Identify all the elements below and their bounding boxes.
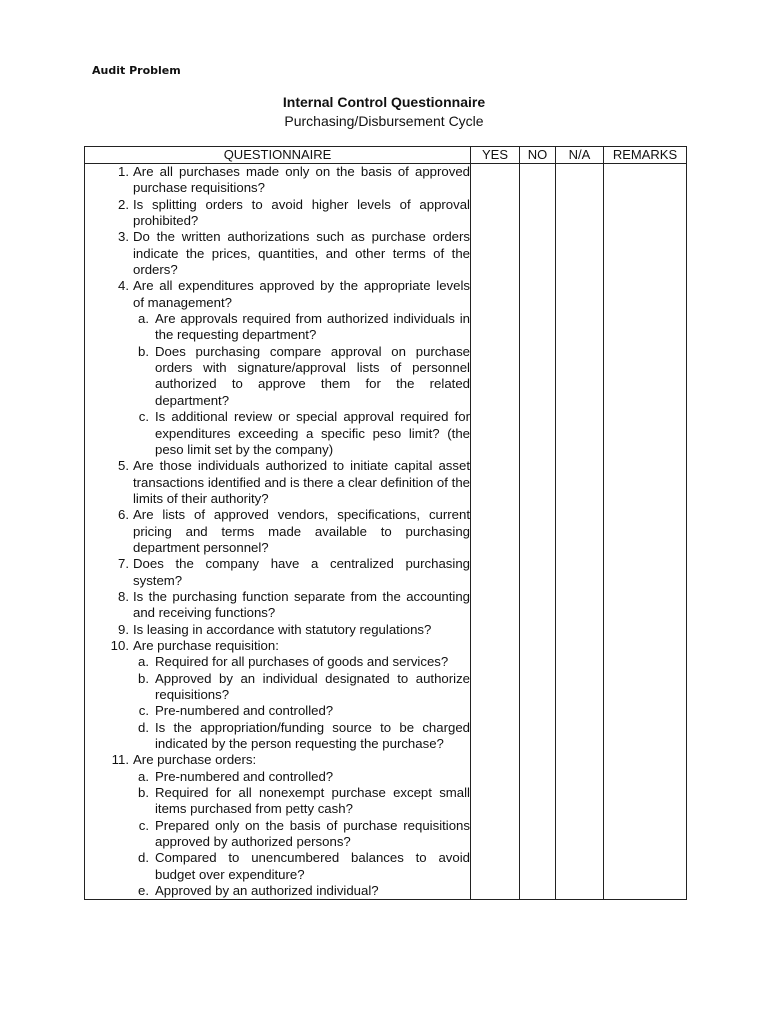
sub-question-letter: c. (138, 817, 149, 833)
question-item (85, 638, 470, 654)
sub-question-text: Pre-numbered and controlled? (155, 768, 334, 784)
document-title: Internal Control Questionnaire (282, 94, 486, 110)
question-item (85, 752, 470, 768)
sub-question-item (85, 720, 470, 753)
sub-question-text: Pre-numbered and controlled? (155, 703, 334, 719)
question-text: Are all purchases made only on the basis of approved purchase requisitions? (133, 164, 470, 196)
question-item (85, 458, 470, 507)
question-item (85, 556, 470, 589)
remarks-column-cell[interactable] (604, 164, 687, 900)
sub-question-item (85, 850, 470, 883)
question-text: Does the company have a centralized purchasing system? (133, 556, 470, 588)
questionnaire-table (84, 146, 687, 900)
question-item (85, 622, 470, 638)
document-subtitle: Purchasing/Disbursement Cycle (284, 113, 484, 129)
question-number: 6. (118, 507, 129, 523)
table-header-row (85, 147, 687, 164)
sub-question-item (85, 409, 470, 458)
sub-question-letter: a. (138, 768, 149, 784)
sub-question-text: Required for all nonexempt purchase except small items purchased from petty cash? (155, 785, 470, 817)
question-number: 3. (118, 229, 129, 245)
column-header-yes: YES (471, 147, 520, 164)
sub-question-item (85, 671, 470, 704)
sub-question-text: Approved by an individual designated to authorize requisitions? (155, 670, 470, 702)
sub-question-letter: a. (138, 311, 149, 327)
column-header-na: N/A (556, 147, 604, 164)
sub-question-text: Does purchasing compare approval on purchase orders with signature/approval lists of personnel authorized to approve them for the related department? (155, 343, 470, 408)
question-text: Are purchase orders: (133, 752, 257, 768)
question-number: 2. (118, 196, 129, 212)
column-header-questionnaire: QUESTIONNAIRE (85, 147, 471, 164)
sub-question-letter: b. (138, 785, 149, 801)
question-number: 1. (118, 164, 129, 179)
question-item (85, 507, 470, 556)
question-number: 9. (118, 621, 129, 637)
question-text: Is leasing in accordance with statutory regulations? (133, 621, 432, 637)
sub-question-item (85, 703, 470, 719)
question-item (85, 229, 470, 278)
header-label: Audit Problem (92, 64, 181, 77)
sub-question-text: Compared to unencumbered balances to avoid budget over expenditure? (155, 850, 470, 882)
sub-question-letter: c. (138, 409, 149, 425)
sub-question-text: Are approvals required from authorized individuals in the requesting department? (155, 311, 470, 343)
column-header-remarks: REMARKS (604, 147, 687, 164)
sub-question-item (85, 818, 470, 851)
sub-question-letter: c. (138, 703, 149, 719)
sub-question-item (85, 344, 470, 409)
question-number: 4. (118, 278, 129, 294)
column-header-no: NO (520, 147, 556, 164)
sub-question-item (85, 769, 470, 785)
questionnaire-body-row (85, 164, 687, 900)
question-number: 8. (118, 588, 129, 604)
sub-question-item (85, 883, 470, 899)
yes-column-cell[interactable] (471, 164, 520, 900)
na-column-cell[interactable] (556, 164, 604, 900)
sub-question-item (85, 654, 470, 670)
sub-question-letter: b. (138, 343, 149, 359)
sub-question-letter: d. (138, 850, 149, 866)
sub-question-text: Approved by an authorized individual? (155, 883, 379, 899)
sub-question-item (85, 785, 470, 818)
sub-question-text: Is additional review or special approval required for expenditures exceeding a specific peso limit? (the peso limit set by the company) (155, 409, 470, 457)
question-number: 10. (110, 637, 129, 653)
sub-question-letter: a. (138, 654, 149, 670)
question-number: 5. (118, 458, 129, 474)
question-text: Are lists of approved vendors, specifications, current pricing and terms made available to purchasing department personnel? (133, 507, 470, 555)
question-text: Do the written authorizations such as purchase orders indicate the prices, quantities, and other terms of the orders? (133, 229, 470, 278)
sub-question-text: Prepared only on the basis of purchase requisitions approved by authorized persons? (155, 817, 470, 850)
question-text: Is splitting orders to avoid higher levels of approval prohibited? (133, 196, 470, 229)
sub-question-letter: d. (138, 719, 149, 735)
sub-question-item (85, 311, 470, 344)
question-item (85, 197, 470, 230)
question-text: Are those individuals authorized to initiate capital asset transactions identified and is there a clear definition of the limits of their authority? (133, 458, 470, 506)
question-number: 7. (118, 556, 129, 572)
sub-question-text: Required for all purchases of goods and services? (155, 654, 449, 670)
question-item (85, 164, 470, 197)
question-text: Are purchase requisition: (133, 637, 279, 653)
questions-cell (85, 164, 471, 900)
question-text: Are all expenditures approved by the appropriate levels of management? (133, 278, 470, 310)
question-text: Is the purchasing function separate from the accounting and receiving functions? (133, 588, 470, 621)
sub-question-letter: e. (138, 883, 149, 899)
sub-question-text: Is the appropriation/funding source to be charged indicated by the person requesting the purchase? (155, 719, 470, 752)
sub-question-letter: b. (138, 670, 149, 686)
question-item (85, 278, 470, 311)
no-column-cell[interactable] (520, 164, 556, 900)
question-number: 11. (111, 752, 129, 768)
question-item (85, 589, 470, 622)
